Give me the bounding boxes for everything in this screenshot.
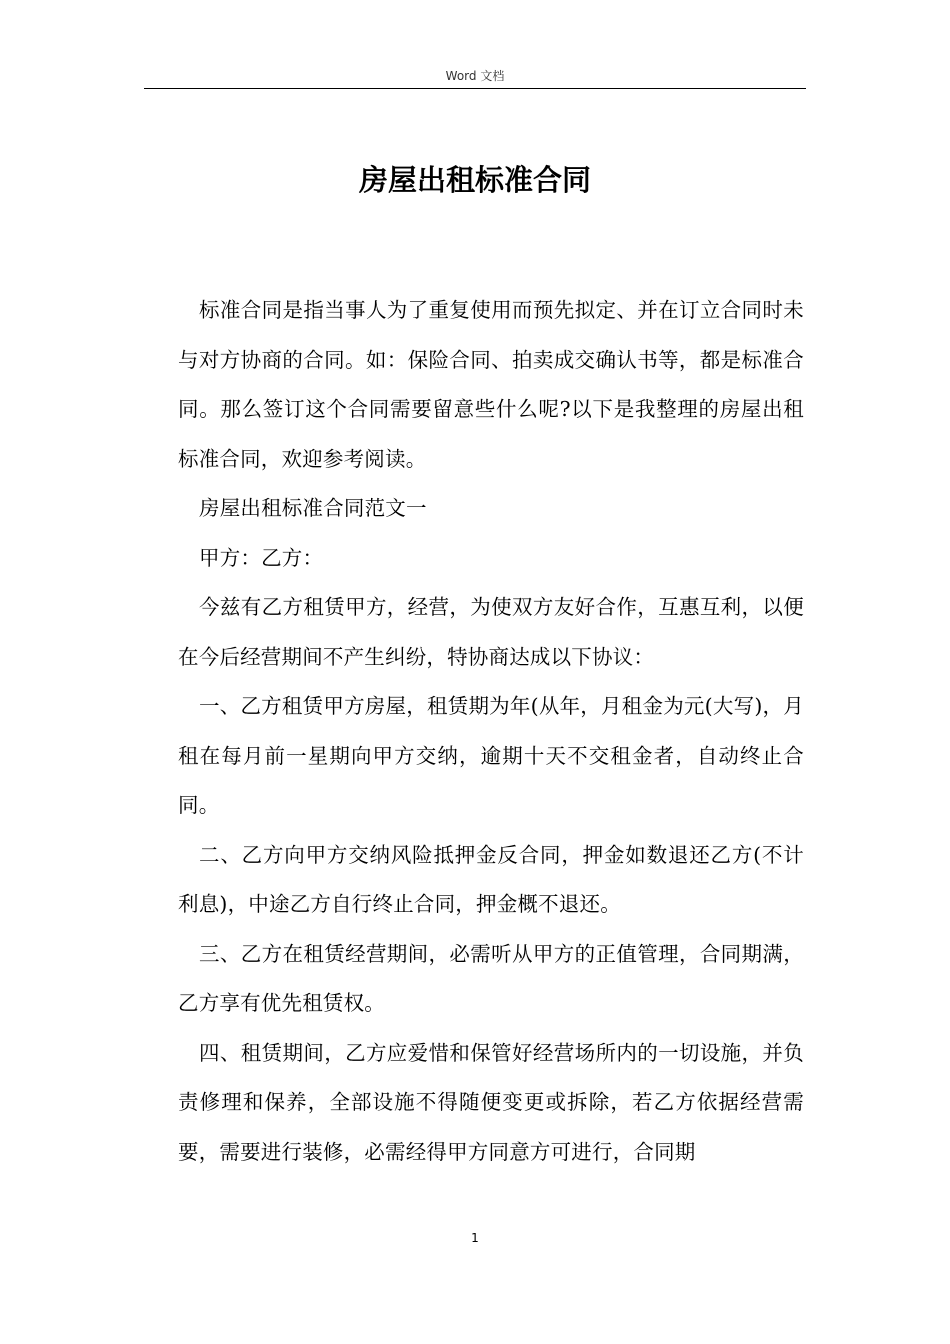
paragraph-sample-heading: 房屋出租标准合同范文一 [199, 496, 427, 520]
paragraph-clause-4: 四、租赁期间，乙方应爱惜和保管好经营场所内的一切设施，并负责修理和保养，全部设施不得随便变更或拆除，若乙方依据经营需要，需要进行装修，必需经得甲方同意方可进行，合同期 [178, 1040, 804, 1164]
page-header-label: Word 文档 [445, 69, 505, 83]
paragraph-clause-3: 三、乙方在租赁经营期间，必需听从甲方的正值管理，合同期满，乙方享有优先租赁权。 [178, 941, 804, 1015]
page-number: 1 [471, 1231, 479, 1245]
header-divider [144, 88, 806, 89]
paragraph-parties: 甲方：乙方： [199, 545, 324, 570]
document-title: 房屋出租标准合同 [358, 163, 591, 197]
paragraph-preamble: 今兹有乙方租赁甲方，经营，为使双方友好合作，互惠互利，以便在今后经营期间不产生纠纷，特协商达成以下协议： [178, 595, 804, 669]
paragraph-intro: 标准合同是指当事人为了重复使用而预先拟定、并在订立合同时未与对方协商的合同。如：保险合同、拍卖成交确认书等，都是标准合同。那么签订这个合同需要留意些什么呢?以下是我整理的房屋出租标准合同，欢迎参考阅读。 [178, 298, 804, 471]
paragraph-clause-1: 一、乙方租赁甲方房屋，租赁期为年(从年，月租金为元(大写)，月租在每月前一星期向甲方交纳，逾期十天不交租金者，自动终止合同。 [178, 694, 804, 817]
paragraph-clause-2: 二、乙方向甲方交纳风险抵押金反合同，押金如数退还乙方(不计利息)，中途乙方自行终止合同，押金概不退还。 [178, 842, 804, 916]
document-body [178, 286, 804, 1177]
